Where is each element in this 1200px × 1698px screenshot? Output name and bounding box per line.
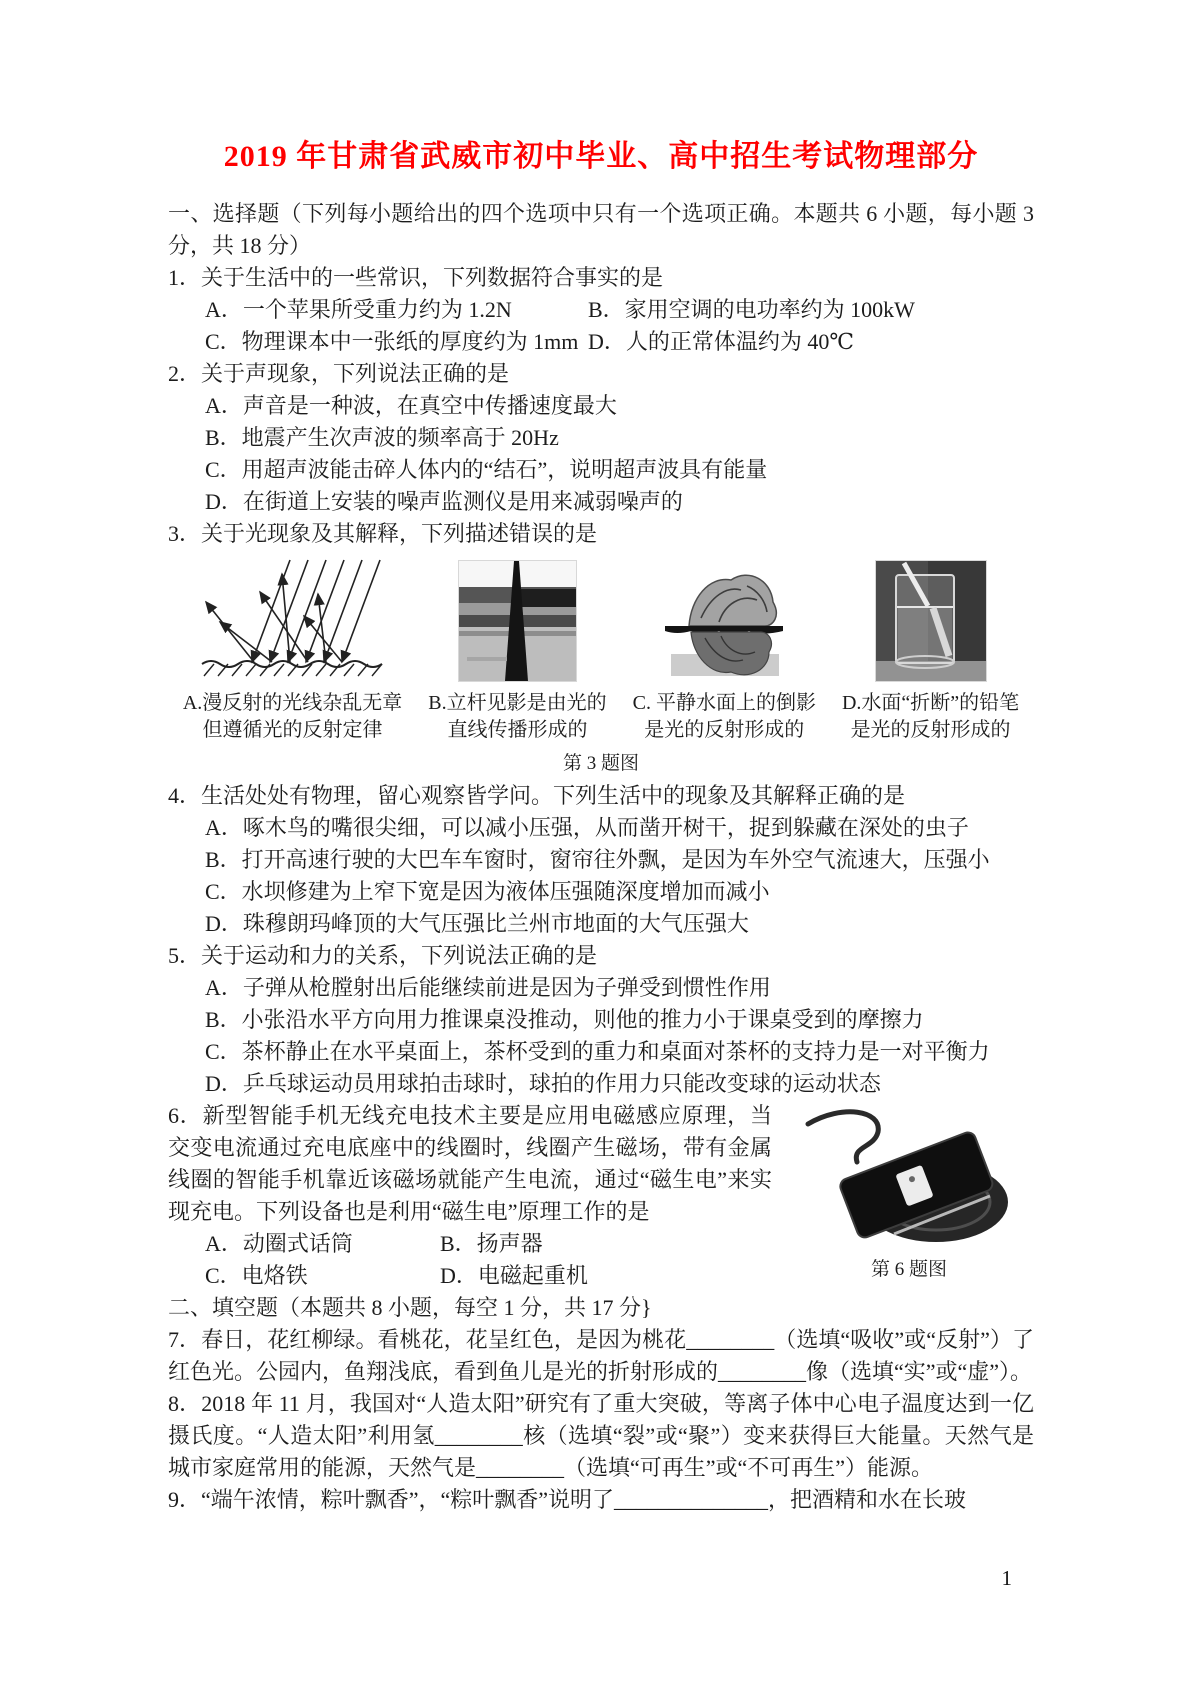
figure-c-caption bbox=[633, 690, 816, 744]
pole-shadow-figure bbox=[458, 560, 577, 682]
option-1b: B．家用空调的电功率约为 100kW bbox=[588, 297, 915, 322]
option-6b: B．扬声器 bbox=[440, 1231, 543, 1256]
option-4d: D．珠穆朗玛峰顶的大气压强比兰州市地面的大气压强大 bbox=[205, 911, 749, 936]
question-6-options-row-1 bbox=[168, 1228, 772, 1260]
question-5-stem: 5．关于运动和力的关系，下列说法正确的是 bbox=[168, 943, 598, 968]
question-6-figure bbox=[784, 1100, 1034, 1286]
option-6d: D．电磁起重机 bbox=[440, 1263, 588, 1288]
question-1-stem: 1．关于生活中的一些常识，下列数据符合事实的是 bbox=[168, 265, 664, 290]
figure-b-caption-line1: B.立杆见影是由光的 bbox=[428, 692, 607, 714]
figure-d-caption-line2: 是光的反射形成的 bbox=[850, 719, 1011, 741]
wireless-charging-figure bbox=[794, 1100, 1024, 1250]
figure-b-caption-line2: 直线传播形成的 bbox=[447, 719, 588, 741]
section-two-heading: 二、填空题（本题共 8 小题，每空 1 分，共 17 分} bbox=[168, 1295, 652, 1320]
option-5c: C．茶杯静止在水平桌面上，茶杯受到的重力和桌面对茶杯的支持力是一对平衡力 bbox=[205, 1039, 990, 1064]
question-4-stem: 4．生活处处有物理，留心观察皆学问。下列生活中的现象及其解释正确的是 bbox=[168, 783, 906, 808]
option-5b: B．小张沿水平方向用力推课桌没推动，则他的推力小于课桌受到的摩擦力 bbox=[205, 1007, 924, 1032]
figure-d-caption-line1: D.水面“折断”的铅笔 bbox=[841, 692, 1020, 714]
question-9-text: 9．“端午浓情，粽叶飘香”，“粽叶飘香”说明了______________，把酒精和水在长玻 bbox=[168, 1487, 967, 1512]
page-number: 1 bbox=[1001, 1566, 1012, 1590]
section-one-heading: 一、选择题（下列每小题给出的四个选项中只有一个选项正确。本题共 6 小题，每小题 3 分，共 18 分） bbox=[168, 201, 1034, 258]
option-5d: D．乒乓球运动员用球拍击球时，球拍的作用力只能改变球的运动状态 bbox=[205, 1071, 881, 1096]
question-3 bbox=[168, 518, 1034, 778]
figure-c-caption-line2: 是光的反射形成的 bbox=[644, 719, 805, 741]
page-content bbox=[168, 138, 1034, 1516]
page-title: 2019 年甘肃省武威市初中毕业、高中招生考试物理部分 bbox=[223, 140, 979, 173]
figure-c-caption-line1: C. 平静水面上的倒影 bbox=[632, 692, 816, 714]
question-3-figure-label: 第 3 题图 bbox=[562, 753, 639, 774]
option-2a: A．声音是一种波，在真空中传播速度最大 bbox=[205, 393, 617, 418]
figure-a-caption-line1: A.漫反射的光线杂乱无章 bbox=[182, 692, 403, 714]
figure-d-column bbox=[842, 560, 1019, 744]
question-6-figure-label: 第 6 题图 bbox=[870, 1259, 947, 1280]
water-reflection-figure bbox=[661, 568, 787, 682]
diffuse-reflection-figure bbox=[194, 556, 392, 682]
question-6-stem: 6．新型智能手机无线充电技术主要是应用电磁感应原理，当交变电流通过充电底座中的线圈时，线圈产生磁场，带有金属线圈的智能手机靠近该磁场就能产生电流，通过“磁生电”来实现充电。下列设备也是利用“磁生电”原理工作的是 bbox=[168, 1103, 772, 1224]
question-4 bbox=[168, 780, 1034, 940]
figure-a-caption-line2: 但遵循光的反射定律 bbox=[202, 719, 383, 741]
option-2d: D．在街道上安装的噪声监测仪是用来减弱噪声的 bbox=[205, 489, 683, 514]
question-6-options-row-2 bbox=[168, 1260, 772, 1292]
option-5a: A．子弹从枪膛射出后能继续前进是因为子弹受到惯性作用 bbox=[205, 975, 771, 1000]
figure-b-column bbox=[428, 560, 606, 744]
question-1 bbox=[168, 262, 1034, 358]
option-4a: A．啄木鸟的嘴很尖细，可以减小压强，从而凿开树干，捉到躲藏在深处的虫子 bbox=[205, 815, 969, 840]
question-5 bbox=[168, 940, 1034, 1100]
option-2c: C．用超声波能击碎人体内的“结石”，说明超声波具有能量 bbox=[205, 457, 768, 482]
figure-b-caption bbox=[428, 690, 606, 744]
question-1-options-row-1 bbox=[168, 294, 1034, 326]
option-1a: A．一个苹果所受重力约为 1.2N bbox=[205, 297, 512, 322]
question-7-text: 7．春日，花红柳绿。看桃花，花呈红色，是因为桃花________（选填“吸收”或“反射”）了红色光。公园内，鱼翔浅底，看到鱼儿是光的折射形成的________像（选填“实”或“虚”）。 bbox=[168, 1327, 1034, 1384]
question-3-stem: 3．关于光现象及其解释，下列描述错误的是 bbox=[168, 521, 598, 546]
question-2-stem: 2．关于声现象，下列说法正确的是 bbox=[168, 361, 510, 386]
figure-a-caption bbox=[183, 690, 402, 744]
figure-a-column bbox=[183, 556, 402, 744]
question-1-options-row-2 bbox=[168, 326, 1034, 358]
option-6c: C．电烙铁 bbox=[205, 1263, 308, 1288]
question-8-text: 8．2018 年 11 月，我国对“人造太阳”研究有了重大突破，等离子体中心电子温度达到一亿摄氏度。“人造太阳”利用氢________核（选填“裂”或“聚”）变来获得巨大能量。天然气是城市家庭常用的能源，天然气是________（选填“可再生”或“不可再生”）能源。 bbox=[168, 1391, 1034, 1480]
question-2 bbox=[168, 358, 1034, 518]
option-4b: B．打开高速行驶的大巴车车窗时，窗帘往外飘，是因为车外空气流速大，压强小 bbox=[205, 847, 990, 872]
question-3-figures bbox=[168, 556, 1034, 744]
option-1d: D．人的正常体温约为 40℃ bbox=[588, 329, 854, 354]
question-6 bbox=[168, 1100, 1034, 1292]
option-6a: A．动圈式话筒 bbox=[205, 1231, 353, 1256]
option-1c: C．物理课本中一张纸的厚度约为 1mm bbox=[205, 329, 579, 354]
figure-d-caption bbox=[842, 690, 1019, 744]
figure-c-column bbox=[633, 568, 816, 744]
bent-pencil-figure bbox=[875, 560, 987, 682]
option-2b: B．地震产生次声波的频率高于 20Hz bbox=[205, 425, 559, 450]
option-4c: C．水坝修建为上窄下宽是因为液体压强随深度增加而减小 bbox=[205, 879, 770, 904]
